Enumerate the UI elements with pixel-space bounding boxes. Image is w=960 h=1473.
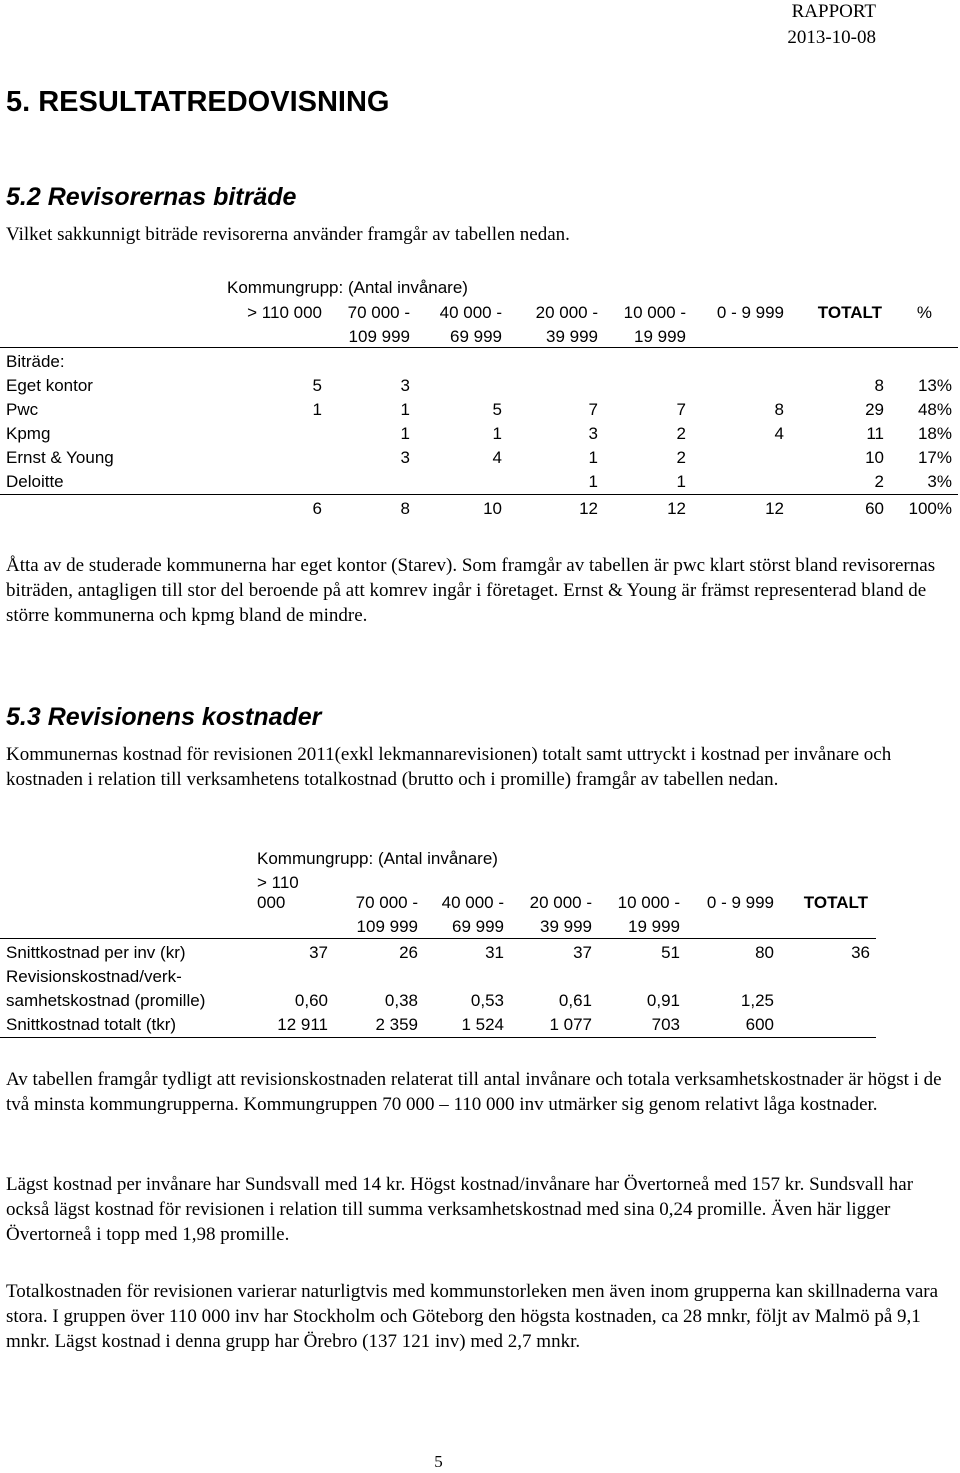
cell: 60 (865, 499, 884, 518)
cell: 5 (492, 400, 502, 419)
table1-group-title: Kommungrupp: (Antal invånare) (227, 278, 468, 297)
table2-col-header: > 110 (257, 873, 299, 892)
table1-col-subheader: 19 999 (634, 327, 686, 346)
cell: 600 (745, 1015, 774, 1034)
cell: 0,53 (470, 991, 504, 1010)
table1-col-header-total: TOTALT (817, 303, 882, 322)
cell: 48% (917, 400, 952, 419)
cell: 12 (579, 499, 598, 518)
table2-col-subheader: 69 999 (452, 917, 504, 936)
table1-row-header: Biträde: (6, 352, 65, 371)
cell: 2 (874, 472, 884, 491)
section-5-2-intro: Vilket sakkunnigt biträde revisorerna använder framgår av tabellen nedan. (6, 224, 570, 245)
cell: 12 (667, 499, 686, 518)
row-label: Revisionskostnad/verk- (6, 967, 182, 986)
table-row (0, 989, 960, 1013)
cell: 1 524 (461, 1015, 504, 1034)
table2-col-subheader: 39 999 (540, 917, 592, 936)
cell: 1 077 (549, 1015, 592, 1034)
report-label: RAPPORT (791, 1, 876, 22)
table1-col-header: 0 - 9 999 (716, 303, 784, 322)
cell: 6 (312, 499, 322, 518)
cell: 37 (309, 943, 328, 962)
table1-col-subheader: 39 999 (546, 327, 598, 346)
cell: 7 (676, 400, 686, 419)
cell: 1 (400, 424, 410, 443)
table2-col-subheader: 19 999 (628, 917, 680, 936)
cell: 8 (400, 499, 410, 518)
cell: 2 359 (375, 1015, 418, 1034)
table1-col-subheader: 109 999 (348, 327, 410, 346)
paragraph-total-cost: Totalkostnaden för revisionen varierar naturligtvis med kommunstorleken men även inom grupperna kan skillnaderna vara stora. I gruppen över 110 000 inv har Stockholm och Göteborg den högsta kostnaden, ca 28 mnkr, följt av Malmö på 9,1 mnkr. Lägst kostnad i denna grupp har Örebro (137 121 inv) med 2,7 mnkr. (6, 1281, 939, 1352)
section-5-3-intro: Kommunernas kostnad för revisionen 2011(exkl lekmannarevisionen) totalt samt uttryckt i kostnad per invånare och kostnaden i relation till verksamhetens totalkostnad (brutto och i promille) framgår av tabellen nedan. (6, 744, 892, 790)
cell: 1 (588, 448, 598, 467)
cell: 13% (917, 376, 952, 395)
paragraph-lowest-highest: Lägst kostnad per invånare har Sundsvall med 14 kr. Högst kostnad/invånare har Övertorneå med 157 kr. Sundsvall har också lägst kostnad för revisionen i relation till summa verksamhetskostnad med sina 0,24 promille. Även här ligger Övertorneå i topp med 1,98 promille. (6, 1174, 914, 1245)
table-row (0, 1013, 960, 1037)
cell: 37 (573, 943, 592, 962)
row-label: Snittkostnad per inv (kr) (6, 943, 186, 962)
cell: 10 (483, 499, 502, 518)
report-date: 2013-10-08 (787, 27, 876, 48)
cell: 11 (866, 424, 884, 443)
table2-col-header-total: TOTALT (803, 893, 868, 912)
cell: 0,60 (294, 991, 328, 1010)
page-number: 5 (434, 1452, 443, 1471)
row-label: Kpmg (6, 424, 51, 443)
paragraph-advisors: Åtta av de studerade kommunerna har eget kontor (Starev). Som framgår av tabellen är pwc klart störst bland revisorernas biträden, antagligen till stor del beroende på att komrev ingår i företaget. Ernst & Young är främst representerad bland de större kommunerna och kpmg bland de mindre. (6, 555, 936, 626)
cell: 0,61 (558, 991, 592, 1010)
cell: 12 (765, 499, 784, 518)
cell: 703 (651, 1015, 680, 1034)
table2-col-header: 70 000 - (355, 893, 418, 912)
table2-col-header: 0 - 9 999 (706, 893, 774, 912)
cell: 1,25 (740, 991, 774, 1010)
table2-col-header: 10 000 - (617, 893, 680, 912)
cell: 80 (755, 943, 774, 962)
cell: 4 (774, 424, 784, 443)
cell: 3% (927, 472, 952, 491)
cell: 18% (917, 424, 952, 443)
table1-col-subheader: 69 999 (450, 327, 502, 346)
section-5-2-title: 5.2 Revisorernas biträde (6, 183, 297, 211)
table2-col-header: 000 (257, 893, 286, 912)
table2-col-header: 40 000 - (441, 893, 504, 912)
cell: 12 911 (277, 1015, 328, 1034)
cell: 29 (865, 400, 884, 419)
paragraph-cost-analysis: Av tabellen framgår tydligt att revisionskostnaden relaterat till antal invånare och totala verksamhetskostnader är högst i de två minsta kommungrupperna. Kommungruppen 70 000 – 110 000 inv utmärker sig genom relativt låga kostnader. (6, 1069, 942, 1115)
row-label: Pwc (6, 400, 39, 419)
cell: 7 (588, 400, 598, 419)
cell: 2 (676, 424, 686, 443)
cell: 0,91 (646, 991, 680, 1010)
cell: 5 (312, 376, 322, 395)
cell: 2 (676, 448, 686, 467)
table1-col-header: 20 000 - (535, 303, 598, 322)
row-label: Deloitte (6, 472, 64, 491)
table2-group-title: Kommungrupp: (Antal invånare) (257, 849, 498, 868)
table-row (0, 941, 960, 965)
table1-col-header: 10 000 - (623, 303, 686, 322)
section-5-3-title: 5.3 Revisionens kostnader (6, 703, 322, 731)
table-row (0, 965, 960, 989)
table1-col-header: > 110 000 (247, 303, 322, 322)
cell: 8 (874, 376, 884, 395)
cell: 1 (588, 472, 598, 491)
cell: 3 (588, 424, 598, 443)
cell: 4 (492, 448, 502, 467)
row-label: Ernst & Young (6, 448, 114, 467)
table2-bottom-rule (0, 1037, 876, 1038)
cell: 3 (400, 376, 410, 395)
row-label: samhetskostnad (promille) (6, 991, 206, 1010)
cell: 26 (399, 943, 418, 962)
row-label: Eget kontor (6, 376, 93, 395)
cell: 36 (851, 943, 870, 962)
row-label: Snittkostnad totalt (tkr) (6, 1015, 177, 1034)
cell: 3 (400, 448, 410, 467)
table1-col-header: 40 000 - (439, 303, 502, 322)
table2-col-subheader: 109 999 (356, 917, 418, 936)
cell: 31 (485, 943, 504, 962)
cell: 10 (865, 448, 884, 467)
cell: 17% (917, 448, 952, 467)
cell: 1 (676, 472, 686, 491)
cell: 100% (908, 499, 952, 518)
cell: 1 (312, 400, 322, 419)
cell: 1 (492, 424, 502, 443)
table1-col-header-percent: % (916, 303, 932, 322)
cell: 51 (661, 943, 680, 962)
cell: 8 (774, 400, 784, 419)
table1-col-header: 70 000 - (347, 303, 410, 322)
table2-col-header: 20 000 - (529, 893, 592, 912)
table2-header-rule (0, 938, 876, 939)
cell: 1 (400, 400, 410, 419)
page-title: 5. RESULTATREDOVISNING (6, 86, 390, 118)
cell: 0,38 (384, 991, 418, 1010)
